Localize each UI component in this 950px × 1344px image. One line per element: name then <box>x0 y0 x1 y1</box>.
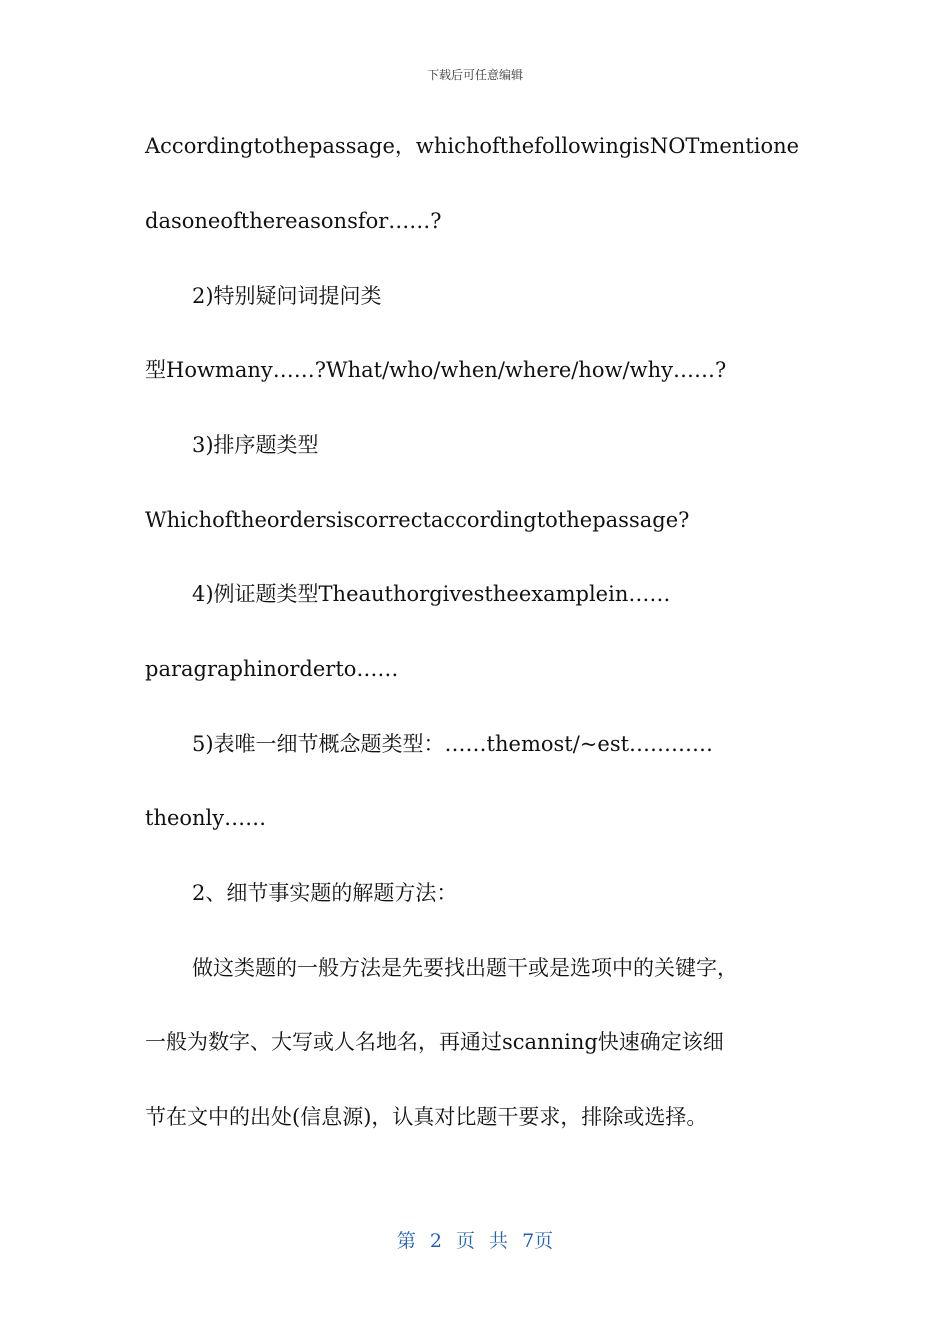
text-line-4: 型Howmany……?What/who/when/where/how/why……? <box>145 358 727 382</box>
text-line-5: 3)排序题类型 <box>192 433 319 457</box>
text-line-7: 4)例证题类型Theauthorgivestheexamplein…… <box>192 582 671 606</box>
text-line-8: paragraphinorderto…… <box>145 657 399 681</box>
text-line-13: 一般为数字、大写或人名地名，再通过scanning快速确定该细 <box>145 1030 724 1054</box>
text-line-14: 节在文中的出处(信息源)，认真对比题干要求，排除或选择。 <box>145 1105 708 1129</box>
text-line-10: theonly…… <box>145 806 267 830</box>
page-header: 下载后可任意编辑 <box>426 68 523 82</box>
section-heading: 2、细节事实题的解题方法： <box>192 881 458 905</box>
text-line-1: Accordingtothepassage，whichofthefollowingisNOTmentione <box>145 134 800 158</box>
text-line-12: 做这类题的一般方法是先要找出题干或是选项中的关键字， <box>192 956 738 980</box>
text-line-2: dasoneofthereasonsfor……? <box>145 209 442 233</box>
text-line-6: Whichoftheordersiscorrectaccordingtothepassage? <box>145 508 690 532</box>
page-number-footer: 第 2 页 共 7页 <box>396 1230 554 1252</box>
text-line-9: 5)表唯一细节概念题类型：……themost/~est………… <box>192 732 714 756</box>
text-line-3: 2)特别疑问词提问类 <box>192 284 382 308</box>
